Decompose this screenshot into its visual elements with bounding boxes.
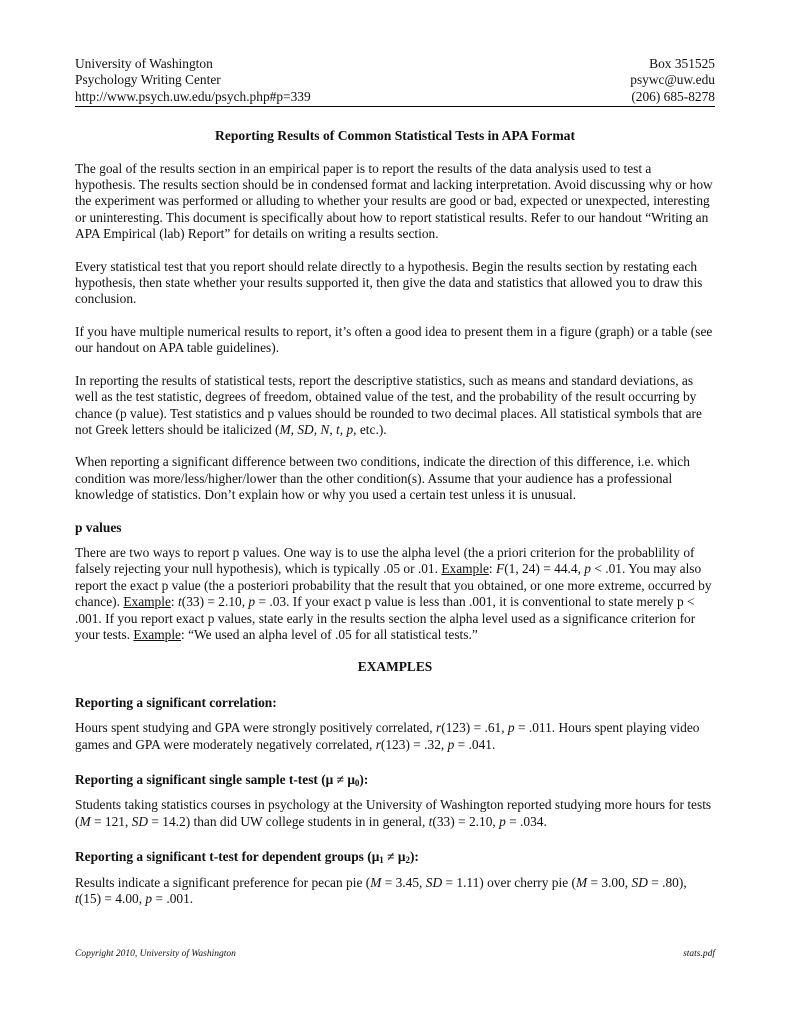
text-run: In reporting the results of statistical tests, report the descriptive statistics, such as means and standard deviations, as well as the test statistic, degrees of freedom, obtained value of the test, and the probability of the result occurring by chance (p value). Test statistics and p values should be rounded to two decimal places. All statistical symbols that are not Greek letters should be italicized ( bbox=[75, 372, 702, 437]
center-name: Psychology Writing Center bbox=[75, 72, 221, 88]
stat-symbol: t bbox=[428, 813, 433, 829]
text-run: Reporting a significant t-test for dependent groups (μ bbox=[75, 849, 380, 865]
text-run: etc.). bbox=[356, 421, 387, 437]
subscript: 0 bbox=[354, 778, 360, 788]
subscript: 1 bbox=[379, 855, 384, 866]
stat-symbols: M, SD, N, t, p, bbox=[279, 421, 357, 437]
stat-symbol: SD bbox=[425, 874, 443, 890]
stat-symbol: r bbox=[375, 736, 381, 752]
document-title: Reporting Results of Common Statistical Tests in APA Format bbox=[215, 128, 575, 144]
example-label: Example bbox=[123, 594, 171, 610]
copyright-notice: Copyright 2010, University of Washington bbox=[75, 949, 236, 959]
file-name: stats.pdf bbox=[683, 949, 715, 959]
text-run: = .03. If your exact p value is less than .001, it is conventional to state merely p < .001. If you report exact p values, state early in the results section the alpha level used as a significance criterion for your tests. bbox=[75, 594, 696, 642]
example-dependent-groups-heading bbox=[75, 849, 715, 865]
text-run: There are two ways to report p values. One way is to use the alpha level (the a priori criterion for the probablility of falsely rejecting your null hypothesis), which is typically .05 or .01. bbox=[75, 544, 695, 577]
stat-symbol: t bbox=[178, 594, 182, 610]
examples-heading: EXAMPLES bbox=[357, 659, 433, 675]
stat-symbol: p bbox=[499, 813, 506, 829]
stat-symbol: p bbox=[584, 561, 591, 577]
example-label: Example bbox=[133, 626, 181, 642]
page-footer bbox=[75, 948, 715, 960]
stat-symbol: M bbox=[79, 813, 91, 829]
text-run: : bbox=[488, 561, 496, 577]
letterhead-right bbox=[630, 56, 715, 105]
intro-paragraph-4 bbox=[75, 373, 715, 439]
text-run: (33) = 2.10, bbox=[432, 813, 500, 829]
text-run: = 3.45, bbox=[381, 874, 426, 890]
text-run: : “We used an alpha level of .05 for all statistical tests.” bbox=[181, 626, 478, 642]
letterhead bbox=[75, 56, 715, 107]
text-run: Students taking statistics courses in psychology at the University of Washington reported studying more hours for tests ( bbox=[75, 797, 712, 829]
text-run: Results indicate a significant preference for pecan pie ( bbox=[75, 874, 371, 890]
subscript: 2 bbox=[405, 855, 410, 866]
intro-paragraph-1: The goal of the results section in an empirical paper is to report the results of the data analysis used to test a hypothesis. The results section should be in condensed format and lacking interpretation. Avoid discussing why or how the experiment was performed or alluding to whether your results are good or bad, expected or unexpected, interesting or uninteresting. This document is specifically about how to report statistical results. Refer to our handout “Writing an APA Empirical (lab) Report” for details on writing a results section. bbox=[75, 160, 713, 242]
mail-box: Box 351525 bbox=[649, 56, 715, 71]
text-run: = .80), bbox=[647, 874, 687, 890]
stat-symbol: SD bbox=[631, 874, 648, 890]
text-run: ≠ μ bbox=[383, 849, 406, 865]
stat-symbol: p bbox=[145, 891, 153, 907]
contact-phone: (206) 685-8278 bbox=[631, 88, 715, 104]
text-run: = 3.00, bbox=[587, 874, 632, 890]
text-run: = 121, bbox=[90, 813, 132, 829]
text-run: = .011. Hours spent playing video games and GPA were moderately negatively correlated, bbox=[75, 720, 700, 752]
text-run: (123) = .61, bbox=[441, 720, 508, 736]
text-run: = 1.11) over cherry pie ( bbox=[442, 874, 576, 890]
example-correlation-body bbox=[75, 720, 715, 753]
text-run: : bbox=[170, 594, 178, 610]
pvalues-paragraph bbox=[75, 545, 715, 643]
text-run: ): bbox=[409, 849, 419, 865]
document-page bbox=[75, 56, 715, 907]
stat-symbol: M bbox=[370, 874, 382, 890]
stat-symbol: p bbox=[447, 736, 455, 752]
org-name: University of Washington bbox=[75, 56, 213, 71]
center-url[interactable]: http://www.psych.uw.edu/psych.php#p=339 bbox=[75, 88, 311, 104]
intro-paragraph-2: Every statistical test that you report should relate directly to a hypothesis. Begin the results section by restating each hypothesis, then state whether your results supported it, then give the data and statistics that allowed you to draw this conclusion. bbox=[75, 258, 703, 307]
stat-symbol: p bbox=[507, 720, 515, 736]
text-run: = .001. bbox=[152, 891, 194, 907]
intro-paragraph-5: When reporting a significant difference between two conditions, indicate the direction of this difference, i.e. which condition was more/less/higher/lower than the other condition(s). Assume that your audience has a professional knowledge of statistics. Don’t explain how or why you used a certain test unless it is unusual. bbox=[75, 454, 690, 503]
pvalues-heading: p values bbox=[75, 519, 122, 535]
stat-symbol: SD bbox=[131, 813, 149, 829]
example-single-sample-body bbox=[75, 797, 715, 830]
text-run: ): bbox=[359, 772, 369, 787]
example-correlation-heading: Reporting a significant correlation: bbox=[75, 694, 277, 710]
intro-paragraph-3: If you have multiple numerical results to report, it’s often a good idea to present them in a figure (graph) or a table (see our handout on APA table guidelines). bbox=[75, 323, 713, 356]
stat-symbol: r bbox=[436, 720, 442, 736]
stat-symbol: t bbox=[75, 891, 79, 907]
letterhead-left bbox=[75, 56, 311, 105]
example-dependent-groups-body bbox=[75, 875, 715, 908]
text-run: = 14.2) than did UW college students in in general, bbox=[148, 813, 429, 829]
text-run: (33) = 2.10, bbox=[181, 594, 249, 610]
example-label: Example bbox=[441, 561, 489, 577]
contact-email[interactable]: psywc@uw.edu bbox=[630, 72, 715, 88]
text-run: (1, 24) = 44.4, bbox=[504, 561, 585, 577]
text-run: = .041. bbox=[454, 736, 496, 752]
example-single-sample-heading bbox=[75, 772, 715, 788]
stat-symbol: F bbox=[496, 561, 505, 577]
stat-symbol: M bbox=[575, 874, 588, 890]
stat-symbol: p bbox=[248, 594, 256, 610]
text-run: (15) = 4.00, bbox=[78, 891, 146, 907]
text-run: < .01. You may also report the exact p value (the a posteriori probability that the result that you obtained, or one more extreme, occurred by chance). bbox=[75, 561, 712, 610]
text-run: = .034. bbox=[505, 813, 547, 829]
text-run: Reporting a significant single sample t-test (μ ≠ μ bbox=[75, 772, 355, 787]
text-run: (123) = .32, bbox=[380, 736, 448, 752]
text-run: Hours spent studying and GPA were strongly positively correlated, bbox=[75, 720, 437, 736]
